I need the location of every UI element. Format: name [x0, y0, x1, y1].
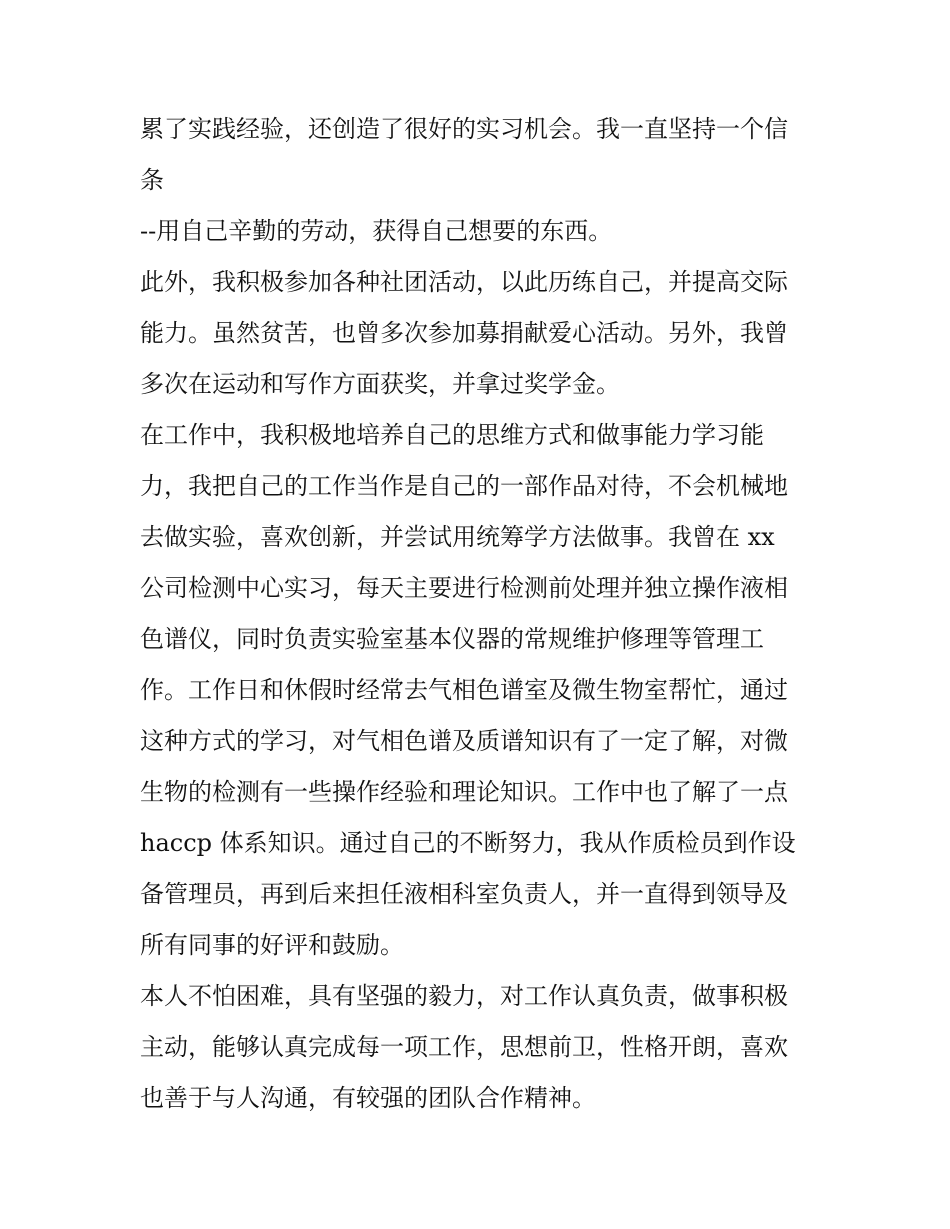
text-line: 这种方式的学习，对气相色谱及质谱知识有了一定了解，对微 [140, 727, 788, 755]
text-line: 备管理员，再到后来担任液相科室负责人，并一直得到领导及 [140, 880, 788, 908]
body-text [140, 104, 820, 1124]
text-line: 生物的检测有一些操作经验和理论知识。工作中也了解了一点 [140, 778, 788, 806]
text-line: 本人不怕困难，具有坚强的毅力，对工作认真负责，做事积极 [140, 982, 788, 1010]
text-line: 累了实践经验，还创造了很好的实习机会。我一直坚持一个信 [140, 115, 788, 143]
text-line: 能力。虽然贫苦，也曾多次参加募捐献爱心活动。另外，我曾 [140, 319, 788, 347]
text-line: haccp 体系知识。通过自己的不断努力，我从作质检员到作设 [140, 829, 796, 857]
text-line: 条 [140, 166, 164, 194]
text-line: 作。工作日和休假时经常去气相色谱室及微生物室帮忙，通过 [140, 676, 788, 704]
text-line: 色谱仪，同时负责实验室基本仪器的常规维护修理等管理工 [140, 625, 764, 653]
text-line: 多次在运动和写作方面获奖，并拿过奖学金。 [140, 370, 620, 398]
text-line: 去做实验，喜欢创新，并尝试用统筹学方法做事。我曾在 xx [140, 523, 775, 551]
text-line: --用自己辛勤的劳动，获得自己想要的东西。 [140, 217, 613, 245]
text-line: 此外，我积极参加各种社团活动，以此历练自己，并提高交际 [140, 268, 788, 296]
text-line: 力，我把自己的工作当作是自己的一部作品对待，不会机械地 [140, 472, 788, 500]
text-line: 所有同事的好评和鼓励。 [140, 931, 404, 959]
text-line: 公司检测中心实习，每天主要进行检测前处理并独立操作液相 [140, 574, 788, 602]
text-line: 也善于与人沟通，有较强的团队合作精神。 [140, 1084, 596, 1112]
text-line: 主动，能够认真完成每一项工作，思想前卫，性格开朗，喜欢 [140, 1033, 788, 1061]
text-line: 在工作中，我积极地培养自己的思维方式和做事能力学习能 [140, 421, 764, 449]
